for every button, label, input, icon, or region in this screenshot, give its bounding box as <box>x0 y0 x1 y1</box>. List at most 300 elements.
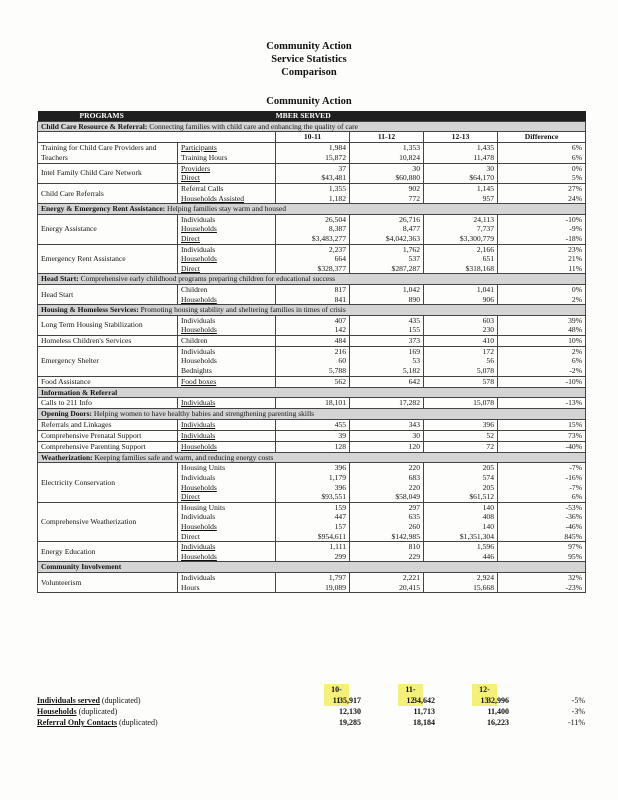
difference-cell: -7% <box>498 483 586 493</box>
value-cell: 772 <box>350 194 424 204</box>
summary-difference: -5% <box>571 696 585 705</box>
summary-row <box>37 706 585 717</box>
summary-label <box>37 695 141 706</box>
table-row <box>38 441 586 452</box>
value-cell: 297 <box>350 502 424 512</box>
value-cell: $60,880 <box>350 173 424 183</box>
value-cell: 890 <box>350 295 424 305</box>
measure-cell <box>178 194 276 204</box>
measure-cell <box>178 572 276 582</box>
summary-value: 11,713 <box>413 707 435 716</box>
measure-cell <box>178 234 276 244</box>
table-row <box>38 572 586 582</box>
summary-row <box>37 717 585 728</box>
difference-cell: 73% <box>498 430 586 441</box>
measure-label: Direct <box>181 492 200 502</box>
difference-cell: 48% <box>498 325 586 335</box>
value-cell: 20,415 <box>350 583 424 593</box>
value-cell: 26,716 <box>350 214 424 224</box>
value-cell: 8,477 <box>350 224 424 234</box>
summary-label-qualifier: (duplicated) <box>76 707 118 716</box>
section-header <box>38 409 586 420</box>
measure-cell <box>178 583 276 593</box>
value-cell: 537 <box>350 254 424 264</box>
difference-cell: -18% <box>498 234 586 244</box>
difference-cell: 95% <box>498 552 586 562</box>
value-cell: 155 <box>350 325 424 335</box>
value-cell: 410 <box>424 335 498 346</box>
summary-label-main: Households <box>37 707 77 716</box>
difference-cell: -23% <box>498 583 586 593</box>
difference-cell: -2% <box>498 366 586 376</box>
measure-label: Training Hours <box>181 152 228 162</box>
difference-cell: 6% <box>498 153 586 164</box>
summary-value: 34,642 <box>413 696 435 705</box>
value-cell: 30 <box>350 163 424 173</box>
value-cell: 19,089 <box>276 583 350 593</box>
difference-cell: -10% <box>498 376 586 387</box>
title-line-3: Comparison <box>281 67 337 78</box>
column-header: 10-11 <box>276 132 350 143</box>
section-header <box>38 204 586 215</box>
value-cell: $1,351,304 <box>424 532 498 542</box>
measure-cell <box>178 315 276 325</box>
difference-cell: 97% <box>498 542 586 552</box>
value-cell: 205 <box>424 463 498 473</box>
difference-cell: 0% <box>498 163 586 173</box>
value-cell: 157 <box>276 522 350 532</box>
difference-cell: -53% <box>498 502 586 512</box>
value-cell: 651 <box>424 254 498 264</box>
section-title-cell <box>38 409 586 420</box>
summary-label-qualifier: (duplicated) <box>99 696 141 705</box>
measure-cell <box>178 522 276 532</box>
summary-year-3: 12-13 <box>472 684 497 706</box>
value-cell: 1,355 <box>276 183 350 193</box>
title-line-2: Service Statistics <box>271 54 347 65</box>
value-cell: 455 <box>276 419 350 430</box>
section-description: Keeping families safe and warm, and reducing energy costs <box>92 452 274 462</box>
value-cell: 1,797 <box>276 572 350 582</box>
value-cell: $954,611 <box>276 532 350 542</box>
value-cell: $43,481 <box>276 173 350 183</box>
value-cell: 15,668 <box>424 583 498 593</box>
section-title-cell <box>38 452 586 463</box>
value-cell: 1,435 <box>424 142 498 153</box>
table-row <box>38 463 586 473</box>
measure-label: Food boxes <box>181 376 217 386</box>
difference-cell: -10% <box>498 214 586 224</box>
value-cell: 396 <box>276 483 350 493</box>
measure-label: Households <box>181 224 217 234</box>
value-cell: 2,166 <box>424 244 498 254</box>
value-cell: 18,101 <box>276 398 350 409</box>
value-cell: $64,170 <box>424 173 498 183</box>
value-cell: 169 <box>350 346 424 356</box>
section-header <box>38 387 586 398</box>
value-cell: 120 <box>350 441 424 452</box>
section-title: Housing & Homeless Services: <box>41 305 139 315</box>
value-cell: 52 <box>424 430 498 441</box>
program-name: Emergency Rent Assistance <box>38 244 178 274</box>
value-cell: 2,924 <box>424 572 498 582</box>
value-cell: 17,282 <box>350 398 424 409</box>
value-cell: 5,788 <box>276 366 350 376</box>
report-subtitle: Community Action <box>266 96 352 107</box>
value-cell: 11,478 <box>424 153 498 164</box>
column-header: 11-12 <box>350 132 424 143</box>
value-cell: 5,078 <box>424 366 498 376</box>
program-name: Food Assistance <box>38 376 178 387</box>
value-cell: $328,377 <box>276 264 350 274</box>
value-cell: 230 <box>424 325 498 335</box>
measure-label: Households <box>181 254 217 264</box>
value-cell: 635 <box>350 512 424 522</box>
report-title <box>0 40 618 79</box>
value-cell: 1,179 <box>276 473 350 483</box>
value-cell: $61,512 <box>424 492 498 502</box>
difference-cell: 23% <box>498 244 586 254</box>
summary-block <box>37 684 585 728</box>
summary-year-1: 10-11 <box>324 684 349 706</box>
value-cell: 15,872 <box>276 153 350 164</box>
section-title-cell <box>38 562 586 573</box>
table-row <box>38 430 586 441</box>
section-title-cell <box>38 305 586 316</box>
value-cell: 142 <box>276 325 350 335</box>
value-cell: 1,984 <box>276 142 350 153</box>
difference-cell: 21% <box>498 254 586 264</box>
measure-cell <box>178 542 276 552</box>
table-row <box>38 315 586 325</box>
value-cell: 56 <box>424 356 498 366</box>
table-body <box>38 121 586 593</box>
value-cell: 53 <box>350 356 424 366</box>
program-name: Energy Assistance <box>38 214 178 244</box>
measure-cell <box>178 254 276 264</box>
value-cell: 37 <box>276 163 350 173</box>
summary-row <box>37 695 585 706</box>
program-name: Energy Education <box>38 542 178 562</box>
difference-cell: -40% <box>498 441 586 452</box>
program-name: Long Term Housing Stabilization <box>38 315 178 335</box>
column-header: Difference <box>498 132 586 143</box>
program-name: Comprehensive Weatherization <box>38 502 178 541</box>
program-name: Homeless Children's Services <box>38 335 178 346</box>
measure-label: Housing Units <box>181 463 226 473</box>
value-cell: 902 <box>350 183 424 193</box>
measure-label: Individuals <box>181 346 216 356</box>
measure-label: Individuals <box>181 244 216 254</box>
value-cell: 205 <box>424 483 498 493</box>
program-name: Calls to 211 Info <box>38 398 178 409</box>
value-cell: 2,221 <box>350 572 424 582</box>
measure-cell <box>178 153 276 164</box>
measure-cell <box>178 325 276 335</box>
difference-cell: 24% <box>498 194 586 204</box>
value-cell: 446 <box>424 552 498 562</box>
table-row <box>38 214 586 224</box>
value-cell: $318,168 <box>424 264 498 274</box>
value-cell: 407 <box>276 315 350 325</box>
table-row <box>38 376 586 387</box>
value-cell: 10,824 <box>350 153 424 164</box>
column-header-row <box>38 132 586 143</box>
program-name: Volunteerism <box>38 572 178 592</box>
difference-cell: -7% <box>498 463 586 473</box>
measure-cell <box>178 214 276 224</box>
measure-label: Individuals <box>181 473 216 483</box>
difference-cell: 0% <box>498 284 586 294</box>
program-name: Comprehensive Prenatal Support <box>38 430 178 441</box>
value-cell: 1,762 <box>350 244 424 254</box>
value-cell: $58,049 <box>350 492 424 502</box>
program-name: Electricity Conservation <box>38 463 178 502</box>
program-name: Intel Family Child Care Network <box>38 163 178 183</box>
measure-label: Individuals <box>181 542 216 552</box>
measure-label: Direct <box>181 233 200 243</box>
section-title: Head Start: <box>41 274 79 284</box>
table-row <box>38 284 586 294</box>
measure-label: Bednights <box>181 366 212 376</box>
difference-cell: 39% <box>498 315 586 325</box>
section-title: Opening Doors: <box>41 409 93 419</box>
difference-cell: -16% <box>498 473 586 483</box>
difference-cell: -13% <box>498 398 586 409</box>
difference-cell: -46% <box>498 522 586 532</box>
measure-cell <box>178 356 276 366</box>
measure-cell <box>178 244 276 254</box>
section-header <box>38 562 586 573</box>
difference-cell: 15% <box>498 419 586 430</box>
value-cell: 5,182 <box>350 366 424 376</box>
value-cell: 128 <box>276 441 350 452</box>
value-cell: 172 <box>424 346 498 356</box>
measure-cell <box>178 512 276 522</box>
measure-cell <box>178 419 276 430</box>
measure-cell <box>178 224 276 234</box>
measure-cell <box>178 295 276 305</box>
summary-label-qualifier: (duplicated) <box>116 718 158 727</box>
value-cell: $142,985 <box>350 532 424 542</box>
measure-cell <box>178 483 276 493</box>
summary-value: 18,184 <box>413 718 435 727</box>
value-cell: 578 <box>424 376 498 387</box>
measure-cell <box>178 335 276 346</box>
program-name: Training for Child Care Providers and Teachers <box>38 142 178 163</box>
summary-label <box>37 706 117 717</box>
value-cell: 1,182 <box>276 194 350 204</box>
measure-label: Direct <box>181 263 200 273</box>
measure-label: Individuals <box>181 512 216 522</box>
section-description: Promoting housing stability and sheltering families in times of crisis <box>138 305 346 315</box>
value-cell: 159 <box>276 502 350 512</box>
section-title-cell <box>38 121 586 132</box>
difference-cell: 32% <box>498 572 586 582</box>
table-row <box>38 244 586 254</box>
difference-cell: 845% <box>498 532 586 542</box>
table-row <box>38 398 586 409</box>
value-cell: $3,300,779 <box>424 234 498 244</box>
measure-label: Providers <box>181 163 211 173</box>
table-top-bar <box>38 111 586 121</box>
program-name: Emergency Shelter <box>38 346 178 376</box>
measure-cell <box>178 142 276 153</box>
value-cell: $4,042,363 <box>350 234 424 244</box>
difference-cell: 2% <box>498 346 586 356</box>
summary-value: 32,996 <box>487 696 509 705</box>
value-cell: 140 <box>424 502 498 512</box>
value-cell: 8,387 <box>276 224 350 234</box>
program-name: Head Start <box>38 284 178 304</box>
difference-cell: 27% <box>498 183 586 193</box>
measure-cell <box>178 502 276 512</box>
section-description: Comprehensive early childhood programs preparing children for educational success <box>78 274 336 284</box>
members-served-header: MBER SERVED <box>276 111 586 121</box>
difference-cell: 11% <box>498 264 586 274</box>
value-cell: 1,596 <box>424 542 498 552</box>
difference-cell: 5% <box>498 173 586 183</box>
column-header: 12-13 <box>424 132 498 143</box>
measure-cell <box>178 366 276 376</box>
summary-value: 16,223 <box>487 718 509 727</box>
value-cell: 299 <box>276 552 350 562</box>
measure-cell <box>178 441 276 452</box>
measure-label: Participants <box>181 142 217 152</box>
section-header <box>38 305 586 316</box>
value-cell: 396 <box>424 419 498 430</box>
value-cell: 260 <box>350 522 424 532</box>
measure-label: Households <box>181 325 217 335</box>
value-cell: 2,237 <box>276 244 350 254</box>
program-name: Child Care Referrals <box>38 183 178 203</box>
section-title: Energy & Emergency Rent Assistance: <box>41 204 166 214</box>
value-cell: $93,551 <box>276 492 350 502</box>
summary-rows <box>37 695 585 728</box>
difference-cell: 6% <box>498 492 586 502</box>
value-cell: 396 <box>276 463 350 473</box>
measure-label: Children <box>181 336 208 346</box>
value-cell: 1,111 <box>276 542 350 552</box>
value-cell: 957 <box>424 194 498 204</box>
difference-cell: 10% <box>498 335 586 346</box>
value-cell: 1,042 <box>350 284 424 294</box>
table-row <box>38 502 586 512</box>
section-title-cell <box>38 204 586 215</box>
measure-label: Households <box>181 442 217 452</box>
value-cell: 60 <box>276 356 350 366</box>
value-cell: 484 <box>276 335 350 346</box>
measure-label: Direct <box>181 173 200 183</box>
measure-label: Households <box>181 551 217 561</box>
value-cell: 810 <box>350 542 424 552</box>
table-row <box>38 335 586 346</box>
section-description: Helping women to have healthy babies and strengthening parenting skills <box>92 409 315 419</box>
difference-cell: 6% <box>498 356 586 366</box>
service-statistics-table <box>37 111 586 593</box>
value-cell: 39 <box>276 430 350 441</box>
summary-difference: -11% <box>567 718 585 727</box>
measure-label: Individuals <box>181 420 216 430</box>
value-cell: 15,078 <box>424 398 498 409</box>
measure-cell <box>178 173 276 183</box>
section-title: Child Care Resource & Referral: <box>41 121 148 131</box>
measure-label: Individuals <box>181 214 216 224</box>
difference-cell: 2% <box>498 295 586 305</box>
measure-cell <box>178 532 276 542</box>
measure-cell <box>178 463 276 473</box>
value-cell: 30 <box>350 430 424 441</box>
value-cell: 1,041 <box>424 284 498 294</box>
measure-cell <box>178 376 276 387</box>
value-cell: 26,504 <box>276 214 350 224</box>
value-cell: 683 <box>350 473 424 483</box>
program-name: Comprehensive Parenting Support <box>38 441 178 452</box>
title-line-1: Community Action <box>266 41 352 52</box>
section-header <box>38 274 586 285</box>
value-cell: 216 <box>276 346 350 356</box>
value-cell: 1,145 <box>424 183 498 193</box>
table-row <box>38 419 586 430</box>
measure-label: Individuals <box>181 572 216 582</box>
section-description: Helping families stay warm and housed <box>165 204 286 214</box>
measure-label: Hours <box>181 582 200 592</box>
section-header <box>38 452 586 463</box>
summary-label-main: Referral Only Contacts <box>37 718 117 727</box>
measure-label: Households <box>181 522 217 531</box>
value-cell: 841 <box>276 295 350 305</box>
measure-cell <box>178 473 276 483</box>
summary-value: 19,285 <box>339 718 361 727</box>
value-cell: 30 <box>424 163 498 173</box>
value-cell: 447 <box>276 512 350 522</box>
value-cell: 343 <box>350 419 424 430</box>
measure-label: Individuals <box>181 398 216 408</box>
program-name: Referrals and Linkages <box>38 419 178 430</box>
table-row <box>38 542 586 552</box>
value-cell: 373 <box>350 335 424 346</box>
section-header <box>38 121 586 132</box>
measure-label: Referral Calls <box>181 183 224 193</box>
blank-header-cell <box>38 132 276 143</box>
measure-cell <box>178 183 276 193</box>
value-cell: 1,353 <box>350 142 424 153</box>
measure-cell <box>178 264 276 274</box>
value-cell: 906 <box>424 295 498 305</box>
programs-header: PROGRAMS <box>38 111 276 121</box>
difference-cell: -36% <box>498 512 586 522</box>
summary-value: 12,130 <box>339 707 361 716</box>
value-cell: 642 <box>350 376 424 387</box>
measure-label: Individuals <box>181 315 216 325</box>
measure-cell <box>178 284 276 294</box>
measure-label: Households <box>181 356 217 366</box>
summary-difference: -3% <box>571 707 585 716</box>
measure-cell <box>178 346 276 356</box>
difference-cell: -9% <box>498 224 586 234</box>
measure-cell <box>178 163 276 173</box>
value-cell: 220 <box>350 483 424 493</box>
measure-label: Direct <box>181 531 200 541</box>
summary-label-main: Individuals served <box>37 696 100 705</box>
value-cell: 72 <box>424 441 498 452</box>
summary-year-2: 11-12 <box>398 684 423 706</box>
value-cell: 7,737 <box>424 224 498 234</box>
section-title: Weatherization: <box>41 452 93 462</box>
value-cell: 220 <box>350 463 424 473</box>
value-cell: $3,483,277 <box>276 234 350 244</box>
table-row <box>38 142 586 153</box>
